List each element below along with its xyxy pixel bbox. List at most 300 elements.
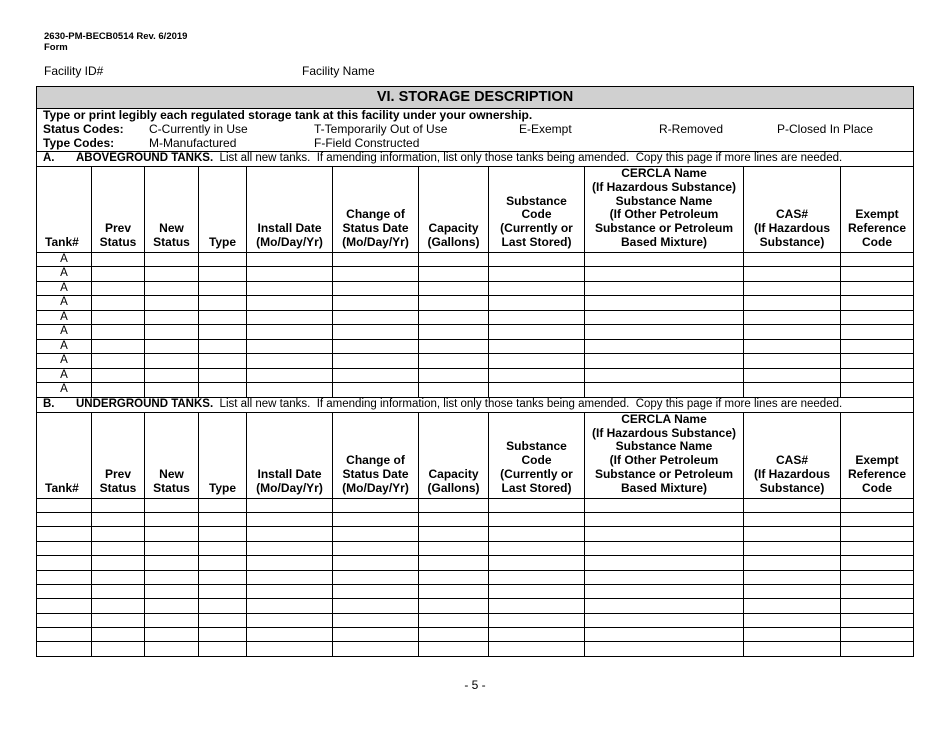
section-a-text: List all new tanks. If amending information, list only those tanks being amended. Copy this page if more lines are needed. — [213, 152, 843, 165]
col-prev-status: Prev Status — [92, 167, 145, 253]
entry-cell[interactable] — [199, 252, 247, 267]
tank-prefix: A — [37, 368, 92, 383]
underground-tank-row — [37, 527, 914, 541]
col-new-status: New Status — [145, 412, 199, 498]
entry-cell[interactable] — [841, 642, 914, 656]
entry-cell[interactable] — [419, 325, 489, 340]
col-exempt-code: Exempt Reference Code — [841, 167, 914, 253]
entry-cell[interactable] — [92, 383, 145, 398]
entry-cell[interactable] — [744, 296, 841, 311]
entry-cell[interactable] — [419, 267, 489, 282]
facility-name-label: Facility Name — [302, 64, 375, 78]
entry-cell[interactable] — [92, 354, 145, 369]
entry-cell[interactable] — [145, 642, 199, 656]
underground-tank-row — [37, 584, 914, 598]
entry-cell[interactable] — [37, 570, 92, 584]
entry-cell[interactable] — [419, 383, 489, 398]
entry-cell[interactable] — [744, 281, 841, 296]
entry-cell[interactable] — [585, 339, 744, 354]
entry-cell[interactable] — [489, 570, 585, 584]
entry-cell[interactable] — [145, 368, 199, 383]
entry-cell[interactable] — [744, 556, 841, 570]
entry-cell[interactable] — [92, 584, 145, 598]
entry-cell[interactable] — [333, 252, 419, 267]
entry-cell[interactable] — [199, 383, 247, 398]
entry-cell[interactable] — [489, 527, 585, 541]
aboveground-tank-row — [37, 252, 914, 267]
entry-cell[interactable] — [841, 354, 914, 369]
entry-cell[interactable] — [489, 325, 585, 340]
entry-cell[interactable] — [489, 296, 585, 311]
entry-cell[interactable] — [585, 252, 744, 267]
entry-cell[interactable] — [585, 584, 744, 598]
section-title: VI. STORAGE DESCRIPTION — [37, 87, 914, 109]
entry-cell[interactable] — [585, 498, 744, 512]
col-tank: Tank# — [37, 167, 92, 253]
entry-cell[interactable] — [489, 628, 585, 642]
entry-cell[interactable] — [489, 368, 585, 383]
entry-cell[interactable] — [489, 584, 585, 598]
entry-cell[interactable] — [419, 527, 489, 541]
entry-cell[interactable] — [247, 368, 333, 383]
entry-cell[interactable] — [744, 325, 841, 340]
entry-cell[interactable] — [744, 498, 841, 512]
entry-cell[interactable] — [199, 310, 247, 325]
aboveground-tank-row — [37, 325, 914, 340]
entry-cell[interactable] — [744, 599, 841, 613]
entry-cell[interactable] — [841, 584, 914, 598]
aboveground-tank-row — [37, 368, 914, 383]
underground-tank-row — [37, 642, 914, 656]
tank-prefix: A — [37, 354, 92, 369]
col-change-status-date: Change of Status Date (Mo/Day/Yr) — [333, 412, 419, 498]
entry-cell[interactable] — [841, 310, 914, 325]
entry-cell[interactable] — [333, 570, 419, 584]
status-code: C-Currently in Use — [149, 122, 248, 136]
entry-cell[interactable] — [92, 252, 145, 267]
col-substance-code: Substance Code (Currently or Last Stored) — [489, 167, 585, 253]
entry-cell[interactable] — [247, 281, 333, 296]
entry-cell[interactable] — [37, 556, 92, 570]
underground-tank-row — [37, 599, 914, 613]
entry-cell[interactable] — [145, 512, 199, 526]
entry-cell[interactable] — [489, 512, 585, 526]
entry-cell[interactable] — [247, 527, 333, 541]
entry-cell[interactable] — [333, 642, 419, 656]
underground-tank-row — [37, 628, 914, 642]
entry-cell[interactable] — [247, 325, 333, 340]
entry-cell[interactable] — [333, 527, 419, 541]
entry-cell[interactable] — [333, 281, 419, 296]
entry-cell[interactable] — [92, 642, 145, 656]
col-change-status-date: Change of Status Date (Mo/Day/Yr) — [333, 167, 419, 253]
section-a-title: ABOVEGROUND TANKS. — [76, 152, 214, 165]
entry-cell[interactable] — [333, 613, 419, 627]
aboveground-tank-row — [37, 296, 914, 311]
entry-cell[interactable] — [247, 383, 333, 398]
entry-cell[interactable] — [145, 628, 199, 642]
entry-cell[interactable] — [199, 556, 247, 570]
section-a-heading — [37, 152, 914, 167]
entry-cell[interactable] — [744, 570, 841, 584]
col-install-date: Install Date (Mo/Day/Yr) — [247, 167, 333, 253]
entry-cell[interactable] — [489, 267, 585, 282]
entry-cell[interactable] — [744, 310, 841, 325]
entry-cell[interactable] — [744, 354, 841, 369]
entry-cell[interactable] — [145, 556, 199, 570]
entry-cell[interactable] — [333, 556, 419, 570]
entry-cell[interactable] — [841, 570, 914, 584]
entry-cell[interactable] — [199, 339, 247, 354]
entry-cell[interactable] — [585, 613, 744, 627]
entry-cell[interactable] — [744, 267, 841, 282]
entry-cell[interactable] — [744, 252, 841, 267]
entry-cell[interactable] — [841, 368, 914, 383]
entry-cell[interactable] — [92, 613, 145, 627]
entry-cell[interactable] — [37, 498, 92, 512]
entry-cell[interactable] — [199, 570, 247, 584]
form-identifier — [44, 31, 187, 53]
entry-cell[interactable] — [37, 642, 92, 656]
entry-cell[interactable] — [419, 642, 489, 656]
entry-cell[interactable] — [92, 556, 145, 570]
status-code: E-Exempt — [519, 122, 572, 136]
col-prev-status: Prev Status — [92, 412, 145, 498]
entry-cell[interactable] — [247, 310, 333, 325]
entry-cell[interactable] — [489, 541, 585, 555]
entry-cell[interactable] — [489, 310, 585, 325]
entry-cell[interactable] — [247, 628, 333, 642]
entry-cell[interactable] — [145, 613, 199, 627]
entry-cell[interactable] — [333, 325, 419, 340]
facility-id-label: Facility ID# — [44, 64, 104, 78]
entry-cell[interactable] — [199, 281, 247, 296]
status-code: T-Temporarily Out of Use — [314, 122, 448, 136]
tank-prefix: A — [37, 281, 92, 296]
storage-description-form — [36, 86, 913, 657]
type-code: F-Field Constructed — [314, 136, 420, 150]
entry-cell[interactable] — [333, 310, 419, 325]
entry-cell[interactable] — [419, 339, 489, 354]
entry-cell[interactable] — [489, 556, 585, 570]
entry-cell[interactable] — [199, 354, 247, 369]
entry-cell[interactable] — [585, 527, 744, 541]
aboveground-tank-row — [37, 267, 914, 282]
status-code: P-Closed In Place — [777, 122, 874, 136]
entry-cell[interactable] — [489, 613, 585, 627]
entry-cell[interactable] — [419, 599, 489, 613]
entry-cell[interactable] — [145, 541, 199, 555]
entry-cell[interactable] — [145, 281, 199, 296]
entry-cell[interactable] — [419, 613, 489, 627]
entry-cell[interactable] — [489, 642, 585, 656]
entry-cell[interactable] — [489, 599, 585, 613]
entry-cell[interactable] — [333, 498, 419, 512]
entry-cell[interactable] — [585, 599, 744, 613]
col-cercla-name: CERCLA Name (If Hazardous Substance) Substance Name (If Other Petroleum Substance or Petroleum Based Mixture) — [585, 167, 744, 253]
col-cas: CAS# (If Hazardous Substance) — [744, 167, 841, 253]
entry-cell[interactable] — [419, 556, 489, 570]
entry-cell[interactable] — [199, 296, 247, 311]
entry-cell[interactable] — [585, 642, 744, 656]
entry-cell[interactable] — [419, 252, 489, 267]
entry-cell[interactable] — [333, 584, 419, 598]
entry-cell[interactable] — [585, 310, 744, 325]
entry-cell[interactable] — [419, 296, 489, 311]
entry-cell[interactable] — [37, 613, 92, 627]
entry-cell[interactable] — [199, 628, 247, 642]
instructions-block — [37, 109, 914, 152]
entry-cell[interactable] — [489, 281, 585, 296]
entry-cell[interactable] — [585, 541, 744, 555]
entry-cell[interactable] — [744, 512, 841, 526]
section-b-heading — [37, 397, 914, 412]
entry-cell[interactable] — [333, 339, 419, 354]
aboveground-tank-row — [37, 281, 914, 296]
entry-cell[interactable] — [37, 584, 92, 598]
entry-cell[interactable] — [419, 354, 489, 369]
entry-cell[interactable] — [841, 339, 914, 354]
entry-cell[interactable] — [37, 541, 92, 555]
instructions-text: Type or print legibly each regulated storage tank at this facility under your ownership. — [43, 108, 533, 122]
entry-cell[interactable] — [92, 339, 145, 354]
tank-prefix: A — [37, 267, 92, 282]
entry-cell[interactable] — [585, 556, 744, 570]
entry-cell[interactable] — [92, 368, 145, 383]
underground-tank-row — [37, 512, 914, 526]
entry-cell[interactable] — [247, 512, 333, 526]
entry-cell[interactable] — [841, 498, 914, 512]
entry-cell[interactable] — [145, 252, 199, 267]
entry-cell[interactable] — [92, 599, 145, 613]
entry-cell[interactable] — [92, 498, 145, 512]
entry-cell[interactable] — [841, 252, 914, 267]
entry-cell[interactable] — [333, 512, 419, 526]
col-exempt-code: Exempt Reference Code — [841, 412, 914, 498]
entry-cell[interactable] — [145, 339, 199, 354]
entry-cell[interactable] — [841, 383, 914, 398]
entry-cell[interactable] — [247, 570, 333, 584]
entry-cell[interactable] — [585, 325, 744, 340]
entry-cell[interactable] — [247, 599, 333, 613]
entry-cell[interactable] — [419, 281, 489, 296]
entry-cell[interactable] — [489, 354, 585, 369]
entry-cell[interactable] — [247, 252, 333, 267]
aboveground-tank-row — [37, 383, 914, 398]
entry-cell[interactable] — [419, 498, 489, 512]
entry-cell[interactable] — [841, 281, 914, 296]
underground-tank-row — [37, 613, 914, 627]
entry-cell[interactable] — [333, 368, 419, 383]
entry-cell[interactable] — [199, 325, 247, 340]
entry-cell[interactable] — [744, 584, 841, 598]
entry-cell[interactable] — [92, 296, 145, 311]
entry-cell[interactable] — [419, 368, 489, 383]
col-capacity: Capacity (Gallons) — [419, 412, 489, 498]
entry-cell[interactable] — [37, 599, 92, 613]
entry-cell[interactable] — [419, 541, 489, 555]
entry-cell[interactable] — [199, 267, 247, 282]
entry-cell[interactable] — [744, 339, 841, 354]
entry-cell[interactable] — [841, 267, 914, 282]
entry-cell[interactable] — [489, 383, 585, 398]
col-capacity: Capacity (Gallons) — [419, 167, 489, 253]
underground-tank-row — [37, 570, 914, 584]
col-substance-code: Substance Code (Currently or Last Stored) — [489, 412, 585, 498]
entry-cell[interactable] — [333, 354, 419, 369]
entry-cell[interactable] — [199, 613, 247, 627]
type-code: M-Manufactured — [149, 136, 237, 150]
entry-cell[interactable] — [585, 570, 744, 584]
entry-cell[interactable] — [247, 541, 333, 555]
entry-cell[interactable] — [145, 584, 199, 598]
entry-cell[interactable] — [419, 584, 489, 598]
entry-cell[interactable] — [92, 310, 145, 325]
entry-cell[interactable] — [841, 599, 914, 613]
entry-cell[interactable] — [199, 512, 247, 526]
entry-cell[interactable] — [247, 642, 333, 656]
entry-cell[interactable] — [419, 512, 489, 526]
entry-cell[interactable] — [199, 584, 247, 598]
entry-cell[interactable] — [585, 354, 744, 369]
entry-cell[interactable] — [585, 383, 744, 398]
entry-cell[interactable] — [419, 570, 489, 584]
entry-cell[interactable] — [145, 354, 199, 369]
entry-cell[interactable] — [585, 281, 744, 296]
entry-cell[interactable] — [841, 296, 914, 311]
aboveground-tank-row — [37, 310, 914, 325]
aboveground-header-row — [37, 167, 914, 253]
entry-cell[interactable] — [37, 527, 92, 541]
col-cercla-name: CERCLA Name (If Hazardous Substance) Substance Name (If Other Petroleum Substance or Petroleum Based Mixture) — [585, 412, 744, 498]
entry-cell[interactable] — [247, 613, 333, 627]
entry-cell[interactable] — [841, 556, 914, 570]
entry-cell[interactable] — [199, 368, 247, 383]
underground-tank-row — [37, 556, 914, 570]
entry-cell[interactable] — [247, 584, 333, 598]
entry-cell[interactable] — [145, 267, 199, 282]
tank-prefix: A — [37, 383, 92, 398]
entry-cell[interactable] — [92, 267, 145, 282]
entry-cell[interactable] — [92, 628, 145, 642]
entry-cell[interactable] — [489, 339, 585, 354]
entry-cell[interactable] — [841, 613, 914, 627]
entry-cell[interactable] — [199, 642, 247, 656]
entry-cell[interactable] — [841, 527, 914, 541]
entry-cell[interactable] — [585, 512, 744, 526]
col-type: Type — [199, 412, 247, 498]
tank-prefix: A — [37, 339, 92, 354]
entry-cell[interactable] — [744, 383, 841, 398]
entry-cell[interactable] — [37, 628, 92, 642]
section-b-title: UNDERGROUND TANKS. — [76, 398, 214, 411]
entry-cell[interactable] — [145, 570, 199, 584]
col-tank: Tank# — [37, 412, 92, 498]
entry-cell[interactable] — [199, 541, 247, 555]
type-codes-label: Type Codes: — [43, 136, 115, 150]
entry-cell[interactable] — [333, 628, 419, 642]
entry-cell[interactable] — [199, 527, 247, 541]
entry-cell[interactable] — [419, 310, 489, 325]
underground-header-row — [37, 412, 914, 498]
entry-cell[interactable] — [744, 368, 841, 383]
entry-cell[interactable] — [585, 628, 744, 642]
entry-cell[interactable] — [145, 383, 199, 398]
tank-prefix: A — [37, 325, 92, 340]
entry-cell[interactable] — [585, 267, 744, 282]
entry-cell[interactable] — [92, 281, 145, 296]
entry-cell[interactable] — [247, 339, 333, 354]
entry-cell[interactable] — [199, 498, 247, 512]
entry-cell[interactable] — [744, 628, 841, 642]
entry-cell[interactable] — [92, 325, 145, 340]
aboveground-tank-row — [37, 339, 914, 354]
status-code: R-Removed — [659, 122, 724, 136]
aboveground-tank-row — [37, 354, 914, 369]
entry-cell[interactable] — [145, 599, 199, 613]
entry-cell[interactable] — [333, 267, 419, 282]
entry-cell[interactable] — [37, 512, 92, 526]
col-cas: CAS# (If Hazardous Substance) — [744, 412, 841, 498]
underground-tank-row — [37, 498, 914, 512]
tank-prefix: A — [37, 296, 92, 311]
underground-tank-row — [37, 541, 914, 555]
entry-cell[interactable] — [247, 556, 333, 570]
entry-cell[interactable] — [145, 498, 199, 512]
entry-cell[interactable] — [744, 527, 841, 541]
section-b-text: List all new tanks. If amending information, list only those tanks being amended. Copy this page if more lines are needed. — [213, 398, 843, 411]
entry-cell[interactable] — [199, 599, 247, 613]
entry-cell[interactable] — [145, 296, 199, 311]
section-a-letter: A. — [43, 152, 55, 165]
entry-cell[interactable] — [489, 498, 585, 512]
entry-cell[interactable] — [145, 310, 199, 325]
entry-cell[interactable] — [489, 252, 585, 267]
entry-cell[interactable] — [92, 570, 145, 584]
entry-cell[interactable] — [744, 613, 841, 627]
entry-cell[interactable] — [333, 296, 419, 311]
entry-cell[interactable] — [585, 296, 744, 311]
page-number: - 5 - — [464, 678, 486, 692]
col-new-status: New Status — [145, 167, 199, 253]
entry-cell[interactable] — [247, 296, 333, 311]
entry-cell[interactable] — [841, 325, 914, 340]
entry-cell[interactable] — [92, 527, 145, 541]
entry-cell[interactable] — [585, 368, 744, 383]
entry-cell[interactable] — [92, 512, 145, 526]
status-codes-label: Status Codes: — [43, 122, 124, 136]
form-number: 2630-PM-BECB0514 Rev. 6/2019 — [44, 31, 188, 42]
tank-prefix: A — [37, 252, 92, 267]
entry-cell[interactable] — [744, 541, 841, 555]
entry-cell[interactable] — [92, 541, 145, 555]
entry-cell[interactable] — [841, 512, 914, 526]
entry-cell[interactable] — [247, 498, 333, 512]
entry-cell[interactable] — [744, 642, 841, 656]
entry-cell[interactable] — [333, 383, 419, 398]
entry-cell[interactable] — [419, 628, 489, 642]
entry-cell[interactable] — [247, 354, 333, 369]
entry-cell[interactable] — [247, 267, 333, 282]
entry-cell[interactable] — [841, 628, 914, 642]
entry-cell[interactable] — [333, 541, 419, 555]
entry-cell[interactable] — [145, 325, 199, 340]
entry-cell[interactable] — [841, 541, 914, 555]
entry-cell[interactable] — [145, 527, 199, 541]
entry-cell[interactable] — [333, 599, 419, 613]
col-type: Type — [199, 167, 247, 253]
storage-table — [36, 86, 914, 657]
